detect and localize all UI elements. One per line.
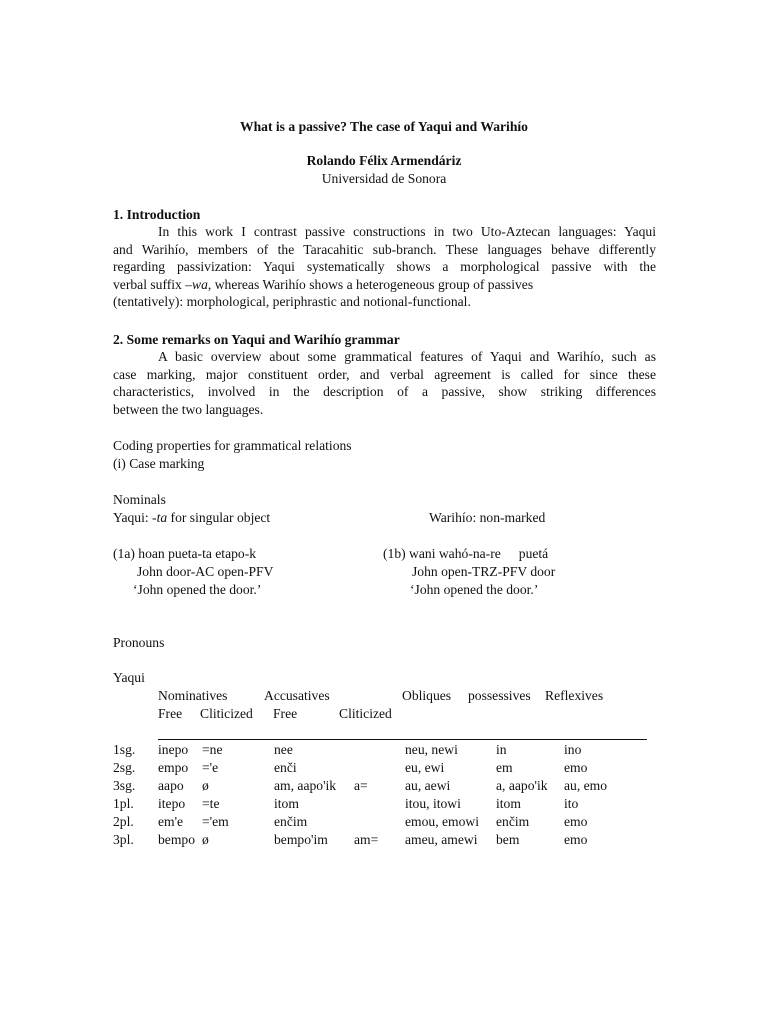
pronoun-cell-poss: itom [496, 796, 521, 811]
subheader-nom-free: Free [158, 706, 183, 721]
pronoun-cell-refl: emo [564, 760, 588, 775]
pronoun-cell-refl: ito [564, 796, 579, 811]
section-heading-grammar: 2. Some remarks on Yaqui and Warihío grammar [113, 332, 400, 347]
pronoun-cell-person: 1sg. [113, 742, 136, 757]
pronoun-cell-nom-clit: ø [202, 778, 209, 793]
section-heading-introduction: 1. Introduction [113, 207, 201, 222]
pronoun-cell-obl: neu, newi [405, 742, 458, 757]
yaqui-marking-suffix: ta [156, 510, 168, 525]
pronoun-cell-refl: ino [564, 742, 582, 757]
pronoun-cell-refl: emo [564, 832, 588, 847]
yaqui-marking-post: for singular object [167, 510, 271, 525]
yaqui-nominal-marking [113, 509, 270, 526]
pronoun-cell-poss: em [496, 760, 513, 775]
header-accusatives: Accusatives [264, 688, 330, 703]
pronoun-cell-obl: itou, itowi [405, 796, 461, 811]
paragraph-line: case marking, major constituent order, and verbal agreement is called for since these [113, 366, 656, 382]
example-1b-translation: ‘John opened the door.’ [410, 582, 539, 597]
pronoun-cell-nom-clit: ø [202, 832, 209, 847]
pronoun-cell-obl: ameu, amewi [405, 832, 478, 847]
pronoun-cell-obl: eu, ewi [405, 760, 445, 775]
paragraph-line: regarding passivization: Yaqui systematically shows a morphological passive with the [113, 259, 656, 275]
pronoun-cell-acc-free: bempo'im [274, 832, 328, 847]
example-1a-gloss: John door-AC open-PFV [137, 564, 274, 579]
header-nominatives: Nominatives [158, 688, 228, 703]
pronoun-cell-refl: emo [564, 814, 588, 829]
pronouns-label: Pronouns [113, 635, 165, 650]
paragraph-line: between the two languages. [113, 401, 264, 417]
pronoun-cell-obl: emou, emowi [405, 814, 479, 829]
suffix-prefix-text: verbal suffix – [113, 276, 193, 292]
header-reflexives: Reflexives [545, 688, 604, 703]
header-possessives: possessives [468, 688, 531, 703]
paragraph-line: A basic overview about some grammatical features of Yaqui and Warihío, such as [158, 349, 656, 364]
nominals-label: Nominals [113, 492, 166, 507]
suffix-post-text: , whereas Warihío shows a heterogeneous group of passives [207, 276, 534, 292]
paper-title: What is a passive? The case of Yaqui and Warihío [240, 119, 528, 134]
subheader-nom-cliticized: Cliticized [200, 706, 253, 721]
paragraph-line: In this work I contrast passive constructions in two Uto-Aztecan languages: Yaqui [158, 224, 656, 239]
pronoun-cell-nom-free: inepo [158, 742, 189, 757]
example-1b-gloss: John open-TRZ-PFV door [412, 564, 556, 579]
pronoun-cell-nom-clit: =te [202, 796, 220, 811]
paragraph-line: characteristics, involved in the description of a passive, show striking differences [113, 384, 656, 400]
paragraph-line [113, 276, 656, 294]
pronoun-cell-acc-free: nee [274, 742, 293, 757]
suffix-wa: wa [192, 276, 208, 292]
header-obliques: Obliques [402, 688, 452, 703]
pronoun-cell-poss: in [496, 742, 507, 757]
pronoun-cell-person: 3sg. [113, 778, 136, 793]
subheader-acc-free: Free [273, 706, 298, 721]
pronoun-cell-person: 2pl. [113, 814, 134, 829]
pronoun-cell-acc-free: enčim [274, 814, 308, 829]
coding-properties-label: Coding properties for grammatical relations [113, 438, 352, 453]
pronoun-cell-nom-free: bempo [158, 832, 195, 847]
case-marking-label: (i) Case marking [113, 456, 205, 471]
pronoun-cell-poss: enčim [496, 814, 530, 829]
paragraph-line: and Warihío, members of the Taracahitic sub-branch. These languages behave differently [113, 241, 656, 257]
pronoun-cell-nom-free: aapo [158, 778, 184, 793]
pronoun-cell-nom-clit: ='e [202, 760, 219, 775]
yaqui-marking-pre: Yaqui: - [113, 510, 157, 525]
paragraph-introduction [113, 223, 656, 311]
pronoun-cell-nom-clit: ='em [202, 814, 229, 829]
pronoun-cell-refl: au, emo [564, 778, 608, 793]
example-1b-last-word: puetá [518, 546, 549, 561]
pronoun-cell-nom-clit: =ne [202, 742, 223, 757]
pronoun-cell-poss: a, aapo'ik [496, 778, 548, 793]
pronoun-cell-nom-free: empo [158, 760, 189, 775]
author-affiliation: Universidad de Sonora [321, 171, 447, 186]
warihio-nominal-marking: Warihío: non-marked [429, 510, 546, 525]
pronoun-cell-acc-free: enči [274, 760, 297, 775]
pronoun-cell-acc-free: itom [274, 796, 299, 811]
pronoun-cell-person: 1pl. [113, 796, 134, 811]
example-1b-words: (1b) wani wahó-na-re [383, 546, 501, 561]
pronoun-language-label: Yaqui [113, 670, 145, 685]
subheader-acc-cliticized: Cliticized [339, 706, 392, 721]
pronoun-cell-acc-free: am, aapo'ik [274, 778, 337, 793]
pronoun-cell-nom-free: itepo [158, 796, 186, 811]
pronoun-cell-person: 3pl. [113, 832, 134, 847]
pronoun-cell-nom-free: em'e [158, 814, 184, 829]
pronoun-cell-acc-clit: am= [354, 832, 379, 847]
example-1b-line [383, 545, 548, 562]
table-rule [158, 739, 647, 740]
pronoun-cell-acc-clit: a= [354, 778, 368, 793]
paragraph-line: (tentatively): morphological, periphrastic and notional-functional. [113, 294, 471, 310]
author-name: Rolando Félix Armendáriz [306, 153, 462, 168]
paragraph-grammar [113, 348, 656, 418]
pronoun-cell-person: 2sg. [113, 760, 136, 775]
pronoun-cell-obl: au, aewi [405, 778, 451, 793]
example-1a-translation: ‘John opened the door.’ [133, 582, 262, 597]
example-1a-line: (1a) hoan pueta-ta etapo-k [113, 546, 257, 561]
pronoun-cell-poss: bem [496, 832, 520, 847]
